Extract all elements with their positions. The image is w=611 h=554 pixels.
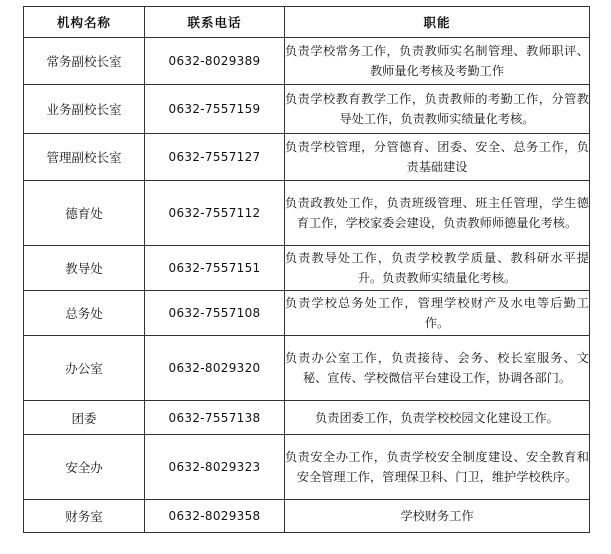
phone-cell: 0632-7557159 — [145, 85, 285, 134]
org-name-cell: 财务室 — [24, 500, 145, 533]
org-name-cell: 团委 — [24, 401, 145, 435]
org-name-cell: 管理副校长室 — [24, 134, 145, 181]
org-name-cell: 业务副校长室 — [24, 85, 145, 134]
table-row — [24, 500, 590, 533]
phone-cell: 0632-7557138 — [145, 401, 285, 435]
org-name-cell: 德育处 — [24, 181, 145, 246]
phone-cell: 0632-7557151 — [145, 246, 285, 291]
duty-cell: 负责学校教育教学工作，负责教师的考勤工作，分管教导处工作，负责教师实绩量化考核。 — [285, 85, 590, 134]
table-row — [24, 85, 590, 134]
table-row — [24, 181, 590, 246]
phone-cell: 0632-7557108 — [145, 291, 285, 336]
table-row — [24, 246, 590, 291]
phone-cell: 0632-8029389 — [145, 38, 285, 85]
header-duty: 职能 — [285, 7, 590, 38]
org-name-cell: 安全办 — [24, 435, 145, 500]
duty-cell: 负责学校管理，分管德育、团委、安全、总务工作，负责基础建设 — [285, 134, 590, 181]
org-name-cell: 总务处 — [24, 291, 145, 336]
header-phone: 联系电话 — [145, 7, 285, 38]
org-name-cell: 教导处 — [24, 246, 145, 291]
org-duty-table — [23, 6, 590, 533]
phone-cell: 0632-7557112 — [145, 181, 285, 246]
header-row — [24, 7, 590, 38]
duty-cell: 负责办公室工作，负责接待、会务、校长室服务、文秘、宣传、学校微信平台建设工作，协调各部门。 — [285, 336, 590, 401]
duty-cell: 负责安全办工作，负责学校安全制度建设、安全教育和安全管理工作，管理保卫科、门卫，维护学校秩序。 — [285, 435, 590, 500]
duty-cell: 负责学校总务处工作，管理学校财产及水电等后勤工作。 — [285, 291, 590, 336]
table-row — [24, 134, 590, 181]
phone-cell: 0632-8029358 — [145, 500, 285, 533]
duty-cell: 负责教导处工作，负责学校教学质量、教科研水平提升。负责教师实绩量化考核。 — [285, 246, 590, 291]
header-org-name: 机构名称 — [24, 7, 145, 38]
duty-cell: 负责学校常务工作，负责教师实名制管理、教师职评、教师量化考核及考勤工作 — [285, 38, 590, 85]
org-name-cell: 办公室 — [24, 336, 145, 401]
phone-cell: 0632-8029320 — [145, 336, 285, 401]
table-row — [24, 291, 590, 336]
table-row — [24, 38, 590, 85]
phone-cell: 0632-8029323 — [145, 435, 285, 500]
duty-cell: 负责政教处工作，负责班级管理、班主任管理，学生德育工作，学校家委会建设，负责教师师德量化考核。 — [285, 181, 590, 246]
table-row — [24, 336, 590, 401]
table-row — [24, 435, 590, 500]
org-name-cell: 常务副校长室 — [24, 38, 145, 85]
duty-cell: 学校财务工作 — [285, 500, 590, 533]
phone-cell: 0632-7557127 — [145, 134, 285, 181]
table-row — [24, 401, 590, 435]
duty-cell: 负责团委工作，负责学校校园文化建设工作。 — [285, 401, 590, 435]
